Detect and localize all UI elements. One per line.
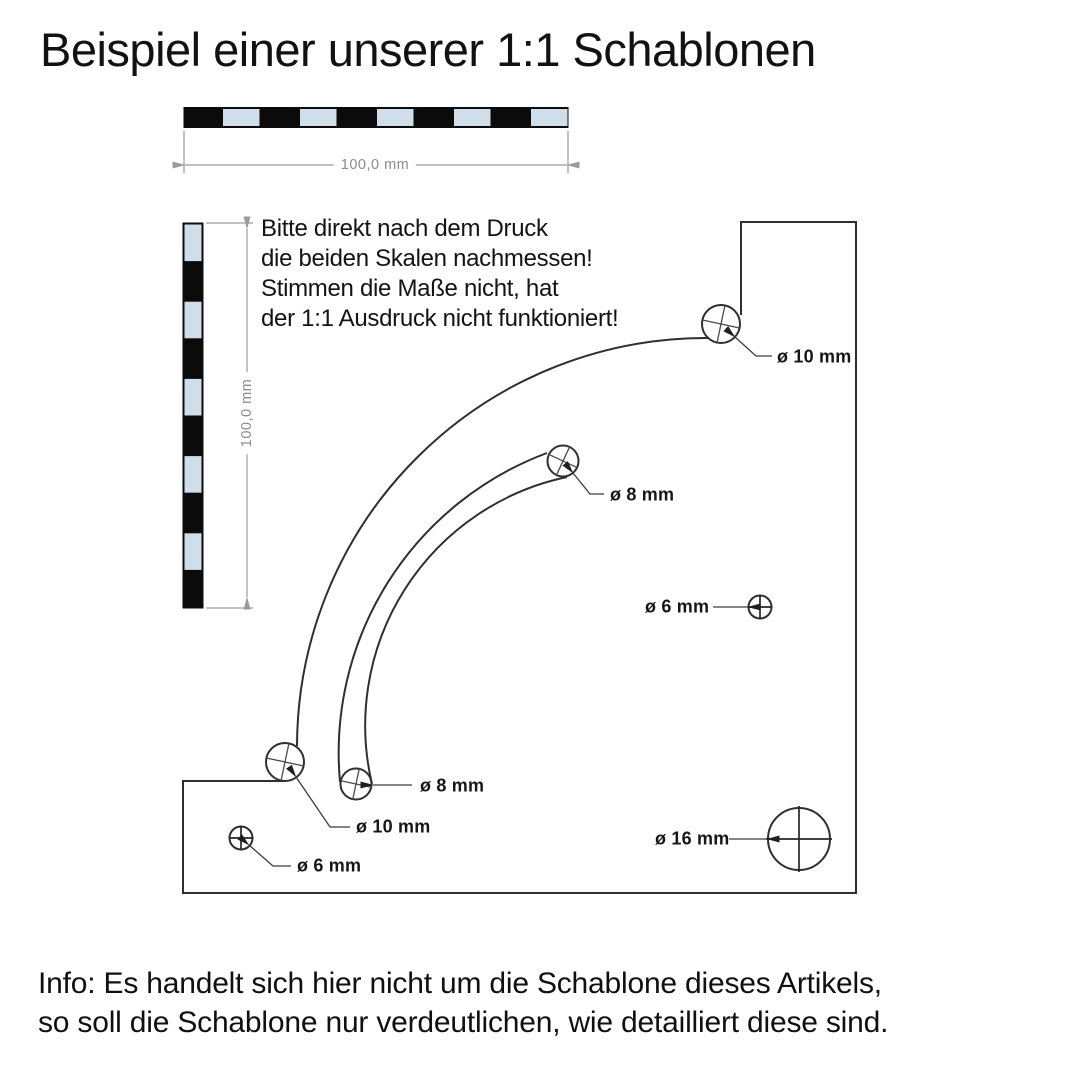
info-line: so soll die Schablone nur verdeutlichen, wie detailliert diese sind. bbox=[38, 1006, 889, 1039]
instruction-text bbox=[261, 214, 618, 334]
slot-outer-edge bbox=[339, 453, 547, 782]
info-text bbox=[38, 964, 888, 1042]
label-hole-upper-8mm: ø 8 mm bbox=[610, 484, 675, 505]
hole-lower-10mm bbox=[262, 739, 307, 784]
label-hole-right-16mm: ø 16 mm bbox=[655, 828, 730, 849]
scale-bar-horizontal bbox=[184, 107, 569, 128]
hole-right-16mm bbox=[766, 806, 832, 872]
hole-top-right-10mm bbox=[698, 301, 743, 346]
label-hole-lower-10mm: ø 10 mm bbox=[356, 816, 431, 837]
label-hole-bottom-left-6mm: ø 6 mm bbox=[297, 855, 362, 876]
label-hole-lower-8mm: ø 8 mm bbox=[420, 775, 485, 796]
vertical-scale-dimension-label: 100,0 mm bbox=[239, 372, 255, 454]
info-line: Info: Es handelt sich hier nicht um die Schablone dieses Artikels, bbox=[38, 967, 882, 1000]
label-hole-top-right-10mm: ø 10 mm bbox=[777, 346, 852, 367]
slot-inner-edge bbox=[365, 477, 567, 784]
page-title: Beispiel einer unserer 1:1 Schablonen bbox=[40, 23, 816, 76]
horizontal-scale-dimension-label: 100,0 mm bbox=[334, 157, 416, 173]
scale-bar-vertical bbox=[183, 223, 204, 609]
hole-bottom-left-6mm bbox=[229, 826, 254, 851]
label-hole-right-6mm: ø 6 mm bbox=[645, 596, 710, 617]
instruction-line: Stimmen die Maße nicht, hat bbox=[261, 275, 559, 302]
hole-right-6mm bbox=[748, 595, 773, 620]
hole-upper-8mm bbox=[542, 440, 583, 481]
instruction-line: der 1:1 Ausdruck nicht funktioniert! bbox=[261, 305, 619, 332]
instruction-line: Bitte direkt nach dem Druck bbox=[261, 215, 548, 242]
outer-cut-arc bbox=[297, 338, 708, 746]
instruction-line: die beiden Skalen nachmessen! bbox=[261, 245, 593, 272]
